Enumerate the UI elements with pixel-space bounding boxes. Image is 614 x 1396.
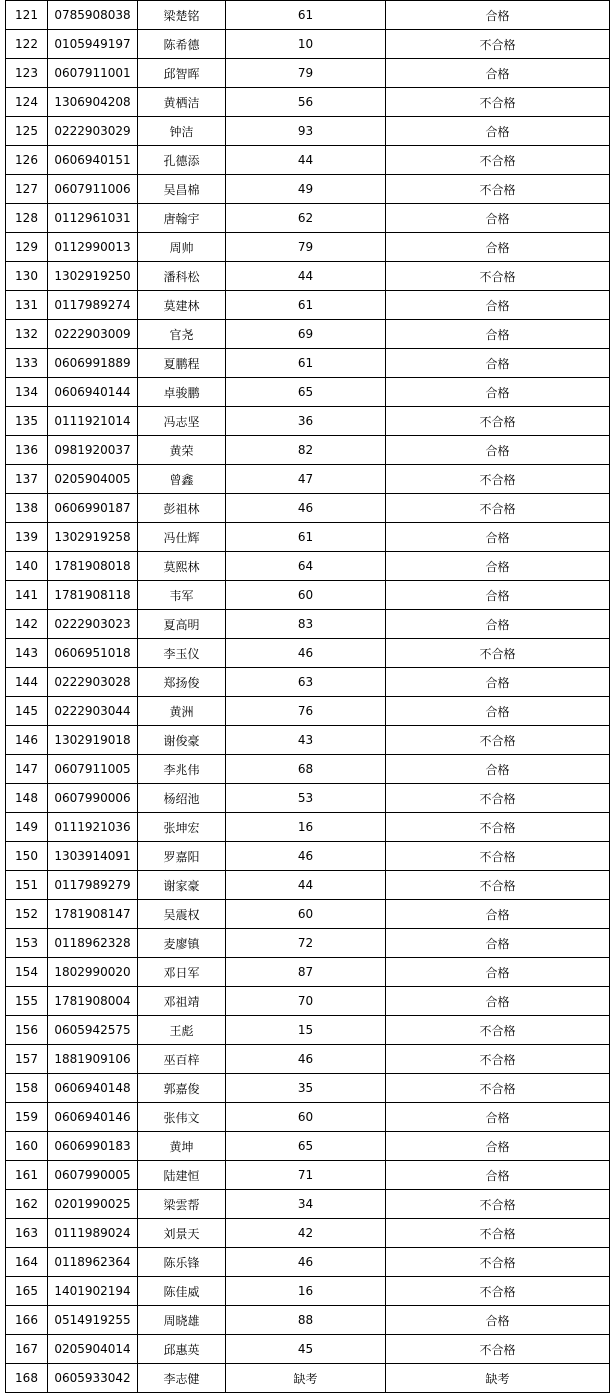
result-cell: 不合格	[386, 175, 610, 204]
table-row	[6, 1074, 610, 1103]
results-table	[5, 0, 610, 1393]
candidate-name-cell: 潘科松	[138, 262, 226, 291]
row-number-cell: 163	[6, 1219, 48, 1248]
table-row	[6, 784, 610, 813]
row-number-cell: 145	[6, 697, 48, 726]
result-cell: 合格	[386, 610, 610, 639]
table-row	[6, 88, 610, 117]
score-cell: 36	[226, 407, 386, 436]
score-cell: 61	[226, 523, 386, 552]
row-number-cell: 157	[6, 1045, 48, 1074]
table-row	[6, 639, 610, 668]
ticket-number-cell: 0222903028	[48, 668, 138, 697]
score-cell: 44	[226, 262, 386, 291]
score-cell: 49	[226, 175, 386, 204]
candidate-name-cell: 邓祖靖	[138, 987, 226, 1016]
row-number-cell: 159	[6, 1103, 48, 1132]
ticket-number-cell: 0981920037	[48, 436, 138, 465]
table-row	[6, 146, 610, 175]
candidate-name-cell: 吴震权	[138, 900, 226, 929]
table-row	[6, 262, 610, 291]
candidate-name-cell: 吴昌棉	[138, 175, 226, 204]
score-cell: 68	[226, 755, 386, 784]
table-row	[6, 1161, 610, 1190]
table-row	[6, 1335, 610, 1364]
result-cell: 缺考	[386, 1364, 610, 1393]
result-cell: 不合格	[386, 784, 610, 813]
score-cell: 45	[226, 1335, 386, 1364]
candidate-name-cell: 邱惠英	[138, 1335, 226, 1364]
ticket-number-cell: 0607911001	[48, 59, 138, 88]
table-row	[6, 726, 610, 755]
ticket-number-cell: 0607990006	[48, 784, 138, 813]
score-cell: 83	[226, 610, 386, 639]
ticket-number-cell: 1303914091	[48, 842, 138, 871]
candidate-name-cell: 谢俊豪	[138, 726, 226, 755]
result-cell: 不合格	[386, 1248, 610, 1277]
row-number-cell: 139	[6, 523, 48, 552]
result-cell: 合格	[386, 958, 610, 987]
result-cell: 合格	[386, 1132, 610, 1161]
score-cell: 46	[226, 639, 386, 668]
score-cell: 65	[226, 378, 386, 407]
candidate-name-cell: 黄洲	[138, 697, 226, 726]
row-number-cell: 140	[6, 552, 48, 581]
score-cell: 10	[226, 30, 386, 59]
candidate-name-cell: 官尧	[138, 320, 226, 349]
score-cell: 79	[226, 59, 386, 88]
row-number-cell: 166	[6, 1306, 48, 1335]
score-cell: 64	[226, 552, 386, 581]
result-cell: 合格	[386, 987, 610, 1016]
row-number-cell: 156	[6, 1016, 48, 1045]
result-cell: 合格	[386, 900, 610, 929]
ticket-number-cell: 0118962328	[48, 929, 138, 958]
result-cell: 不合格	[386, 813, 610, 842]
ticket-number-cell: 0606940151	[48, 146, 138, 175]
table-row	[6, 494, 610, 523]
candidate-name-cell: 周帅	[138, 233, 226, 262]
row-number-cell: 122	[6, 30, 48, 59]
score-cell: 46	[226, 842, 386, 871]
ticket-number-cell: 1401902194	[48, 1277, 138, 1306]
row-number-cell: 136	[6, 436, 48, 465]
score-cell: 42	[226, 1219, 386, 1248]
candidate-name-cell: 黄荣	[138, 436, 226, 465]
ticket-number-cell: 0111921014	[48, 407, 138, 436]
score-cell: 76	[226, 697, 386, 726]
result-cell: 不合格	[386, 30, 610, 59]
ticket-number-cell: 1781908018	[48, 552, 138, 581]
score-cell: 71	[226, 1161, 386, 1190]
result-cell: 合格	[386, 233, 610, 262]
table-row	[6, 581, 610, 610]
result-cell: 合格	[386, 1306, 610, 1335]
ticket-number-cell: 0606990183	[48, 1132, 138, 1161]
result-cell: 合格	[386, 1, 610, 30]
table-row	[6, 1045, 610, 1074]
ticket-number-cell: 0111921036	[48, 813, 138, 842]
candidate-name-cell: 刘景天	[138, 1219, 226, 1248]
row-number-cell: 150	[6, 842, 48, 871]
candidate-name-cell: 麦廖镇	[138, 929, 226, 958]
candidate-name-cell: 李玉仪	[138, 639, 226, 668]
score-cell: 60	[226, 1103, 386, 1132]
table-row	[6, 407, 610, 436]
candidate-name-cell: 莫熙林	[138, 552, 226, 581]
table-row	[6, 1248, 610, 1277]
result-cell: 合格	[386, 581, 610, 610]
table-row	[6, 291, 610, 320]
candidate-name-cell: 陈乐锋	[138, 1248, 226, 1277]
score-cell: 65	[226, 1132, 386, 1161]
ticket-number-cell: 0605933042	[48, 1364, 138, 1393]
score-cell: 16	[226, 1277, 386, 1306]
ticket-number-cell: 0606951018	[48, 639, 138, 668]
ticket-number-cell: 0118962364	[48, 1248, 138, 1277]
row-number-cell: 161	[6, 1161, 48, 1190]
score-cell: 44	[226, 146, 386, 175]
result-cell: 合格	[386, 378, 610, 407]
result-cell: 不合格	[386, 146, 610, 175]
result-cell: 不合格	[386, 262, 610, 291]
score-cell: 62	[226, 204, 386, 233]
row-number-cell: 135	[6, 407, 48, 436]
table-row	[6, 871, 610, 900]
ticket-number-cell: 0201990025	[48, 1190, 138, 1219]
result-cell: 不合格	[386, 88, 610, 117]
row-number-cell: 147	[6, 755, 48, 784]
candidate-name-cell: 黄坤	[138, 1132, 226, 1161]
candidate-name-cell: 孔德添	[138, 146, 226, 175]
row-number-cell: 127	[6, 175, 48, 204]
candidate-name-cell: 王彪	[138, 1016, 226, 1045]
ticket-number-cell: 0606940144	[48, 378, 138, 407]
row-number-cell: 134	[6, 378, 48, 407]
candidate-name-cell: 唐翰宇	[138, 204, 226, 233]
score-cell: 46	[226, 494, 386, 523]
table-row	[6, 697, 610, 726]
score-cell: 60	[226, 581, 386, 610]
table-row	[6, 30, 610, 59]
candidate-name-cell: 张坤宏	[138, 813, 226, 842]
ticket-number-cell: 0607911006	[48, 175, 138, 204]
ticket-number-cell: 0112990013	[48, 233, 138, 262]
ticket-number-cell: 0606940148	[48, 1074, 138, 1103]
row-number-cell: 162	[6, 1190, 48, 1219]
candidate-name-cell: 谢家豪	[138, 871, 226, 900]
score-cell: 61	[226, 349, 386, 378]
candidate-name-cell: 冯志坚	[138, 407, 226, 436]
result-cell: 合格	[386, 552, 610, 581]
ticket-number-cell: 1302919018	[48, 726, 138, 755]
row-number-cell: 148	[6, 784, 48, 813]
result-cell: 合格	[386, 697, 610, 726]
result-cell: 不合格	[386, 1045, 610, 1074]
candidate-name-cell: 巫百梓	[138, 1045, 226, 1074]
candidate-name-cell: 邱智晖	[138, 59, 226, 88]
table-row	[6, 175, 610, 204]
ticket-number-cell: 1302919258	[48, 523, 138, 552]
score-cell: 79	[226, 233, 386, 262]
ticket-number-cell: 0117989279	[48, 871, 138, 900]
score-cell: 72	[226, 929, 386, 958]
row-number-cell: 131	[6, 291, 48, 320]
score-cell: 44	[226, 871, 386, 900]
result-cell: 不合格	[386, 871, 610, 900]
candidate-name-cell: 陈希德	[138, 30, 226, 59]
row-number-cell: 149	[6, 813, 48, 842]
candidate-name-cell: 黄栖洁	[138, 88, 226, 117]
table-row	[6, 59, 610, 88]
score-cell: 61	[226, 291, 386, 320]
result-cell: 不合格	[386, 639, 610, 668]
candidate-name-cell: 陆建恒	[138, 1161, 226, 1190]
table-row	[6, 523, 610, 552]
result-cell: 不合格	[386, 1074, 610, 1103]
result-cell: 合格	[386, 929, 610, 958]
table-row	[6, 1306, 610, 1335]
candidate-name-cell: 梁雲帮	[138, 1190, 226, 1219]
table-row	[6, 929, 610, 958]
table-row	[6, 900, 610, 929]
row-number-cell: 151	[6, 871, 48, 900]
score-cell: 53	[226, 784, 386, 813]
score-cell: 56	[226, 88, 386, 117]
result-cell: 合格	[386, 59, 610, 88]
row-number-cell: 141	[6, 581, 48, 610]
row-number-cell: 137	[6, 465, 48, 494]
candidate-name-cell: 冯仕辉	[138, 523, 226, 552]
table-row	[6, 842, 610, 871]
score-cell: 47	[226, 465, 386, 494]
score-cell: 缺考	[226, 1364, 386, 1393]
table-row	[6, 436, 610, 465]
table-row	[6, 233, 610, 262]
row-number-cell: 132	[6, 320, 48, 349]
table-row	[6, 1190, 610, 1219]
score-cell: 70	[226, 987, 386, 1016]
candidate-name-cell: 郑扬俊	[138, 668, 226, 697]
ticket-number-cell: 0205904014	[48, 1335, 138, 1364]
row-number-cell: 124	[6, 88, 48, 117]
candidate-name-cell: 莫建林	[138, 291, 226, 320]
table-row	[6, 958, 610, 987]
result-cell: 不合格	[386, 726, 610, 755]
row-number-cell: 143	[6, 639, 48, 668]
row-number-cell: 152	[6, 900, 48, 929]
ticket-number-cell: 0514919255	[48, 1306, 138, 1335]
ticket-number-cell: 1781908004	[48, 987, 138, 1016]
row-number-cell: 142	[6, 610, 48, 639]
result-cell: 不合格	[386, 842, 610, 871]
table-row	[6, 1, 610, 30]
row-number-cell: 138	[6, 494, 48, 523]
row-number-cell: 165	[6, 1277, 48, 1306]
ticket-number-cell: 0606990187	[48, 494, 138, 523]
score-cell: 16	[226, 813, 386, 842]
result-cell: 合格	[386, 436, 610, 465]
table-row	[6, 610, 610, 639]
candidate-name-cell: 梁楚铭	[138, 1, 226, 30]
table-row	[6, 1103, 610, 1132]
table-row	[6, 1132, 610, 1161]
ticket-number-cell: 1881909106	[48, 1045, 138, 1074]
score-cell: 35	[226, 1074, 386, 1103]
ticket-number-cell: 0785908038	[48, 1, 138, 30]
row-number-cell: 146	[6, 726, 48, 755]
ticket-number-cell: 0105949197	[48, 30, 138, 59]
result-cell: 不合格	[386, 1219, 610, 1248]
result-cell: 不合格	[386, 1335, 610, 1364]
ticket-number-cell: 0607990005	[48, 1161, 138, 1190]
score-cell: 93	[226, 117, 386, 146]
table-row	[6, 987, 610, 1016]
ticket-number-cell: 0111989024	[48, 1219, 138, 1248]
row-number-cell: 128	[6, 204, 48, 233]
score-cell: 82	[226, 436, 386, 465]
ticket-number-cell: 1802990020	[48, 958, 138, 987]
candidate-name-cell: 杨绍池	[138, 784, 226, 813]
result-cell: 合格	[386, 755, 610, 784]
result-cell: 不合格	[386, 407, 610, 436]
candidate-name-cell: 李志健	[138, 1364, 226, 1393]
result-cell: 合格	[386, 523, 610, 552]
row-number-cell: 158	[6, 1074, 48, 1103]
candidate-name-cell: 李兆伟	[138, 755, 226, 784]
score-cell: 34	[226, 1190, 386, 1219]
table-row	[6, 668, 610, 697]
row-number-cell: 164	[6, 1248, 48, 1277]
candidate-name-cell: 张伟文	[138, 1103, 226, 1132]
result-cell: 合格	[386, 320, 610, 349]
ticket-number-cell: 0607911005	[48, 755, 138, 784]
row-number-cell: 144	[6, 668, 48, 697]
ticket-number-cell: 0222903023	[48, 610, 138, 639]
score-cell: 46	[226, 1045, 386, 1074]
candidate-name-cell: 周晓雄	[138, 1306, 226, 1335]
row-number-cell: 168	[6, 1364, 48, 1393]
table-row	[6, 1219, 610, 1248]
ticket-number-cell: 0606940146	[48, 1103, 138, 1132]
result-cell: 不合格	[386, 494, 610, 523]
ticket-number-cell: 0222903029	[48, 117, 138, 146]
row-number-cell: 133	[6, 349, 48, 378]
ticket-number-cell: 0222903009	[48, 320, 138, 349]
candidate-name-cell: 陈佳威	[138, 1277, 226, 1306]
row-number-cell: 130	[6, 262, 48, 291]
ticket-number-cell: 0222903044	[48, 697, 138, 726]
candidate-name-cell: 卓骏鹏	[138, 378, 226, 407]
table-row	[6, 349, 610, 378]
row-number-cell: 125	[6, 117, 48, 146]
score-cell: 60	[226, 900, 386, 929]
result-cell: 合格	[386, 204, 610, 233]
ticket-number-cell: 1306904208	[48, 88, 138, 117]
ticket-number-cell: 0205904005	[48, 465, 138, 494]
score-cell: 63	[226, 668, 386, 697]
ticket-number-cell: 0606991889	[48, 349, 138, 378]
candidate-name-cell: 夏高明	[138, 610, 226, 639]
row-number-cell: 167	[6, 1335, 48, 1364]
score-cell: 15	[226, 1016, 386, 1045]
table-row	[6, 1364, 610, 1393]
score-cell: 61	[226, 1, 386, 30]
row-number-cell: 153	[6, 929, 48, 958]
table-row	[6, 378, 610, 407]
score-cell: 46	[226, 1248, 386, 1277]
ticket-number-cell: 1781908118	[48, 581, 138, 610]
candidate-name-cell: 郭嘉俊	[138, 1074, 226, 1103]
candidate-name-cell: 邓日军	[138, 958, 226, 987]
results-table-body	[6, 1, 610, 1393]
row-number-cell: 129	[6, 233, 48, 262]
table-row	[6, 755, 610, 784]
table-row	[6, 1016, 610, 1045]
result-cell: 合格	[386, 1103, 610, 1132]
score-cell: 69	[226, 320, 386, 349]
score-cell: 88	[226, 1306, 386, 1335]
result-cell: 不合格	[386, 1016, 610, 1045]
row-number-cell: 155	[6, 987, 48, 1016]
table-row	[6, 320, 610, 349]
candidate-name-cell: 曾鑫	[138, 465, 226, 494]
result-cell: 合格	[386, 117, 610, 146]
candidate-name-cell: 夏鹏程	[138, 349, 226, 378]
result-cell: 合格	[386, 349, 610, 378]
ticket-number-cell: 1302919250	[48, 262, 138, 291]
result-cell: 不合格	[386, 1190, 610, 1219]
result-cell: 合格	[386, 668, 610, 697]
ticket-number-cell: 0605942575	[48, 1016, 138, 1045]
table-row	[6, 465, 610, 494]
table-row	[6, 813, 610, 842]
row-number-cell: 121	[6, 1, 48, 30]
table-row	[6, 1277, 610, 1306]
table-row	[6, 117, 610, 146]
row-number-cell: 126	[6, 146, 48, 175]
row-number-cell: 154	[6, 958, 48, 987]
candidate-name-cell: 彭祖林	[138, 494, 226, 523]
table-row	[6, 204, 610, 233]
candidate-name-cell: 罗嘉阳	[138, 842, 226, 871]
score-cell: 87	[226, 958, 386, 987]
ticket-number-cell: 0112961031	[48, 204, 138, 233]
row-number-cell: 160	[6, 1132, 48, 1161]
result-cell: 不合格	[386, 1277, 610, 1306]
row-number-cell: 123	[6, 59, 48, 88]
candidate-name-cell: 钟洁	[138, 117, 226, 146]
result-cell: 不合格	[386, 465, 610, 494]
ticket-number-cell: 1781908147	[48, 900, 138, 929]
result-cell: 合格	[386, 1161, 610, 1190]
result-cell: 合格	[386, 291, 610, 320]
table-row	[6, 552, 610, 581]
ticket-number-cell: 0117989274	[48, 291, 138, 320]
score-cell: 43	[226, 726, 386, 755]
candidate-name-cell: 韦军	[138, 581, 226, 610]
